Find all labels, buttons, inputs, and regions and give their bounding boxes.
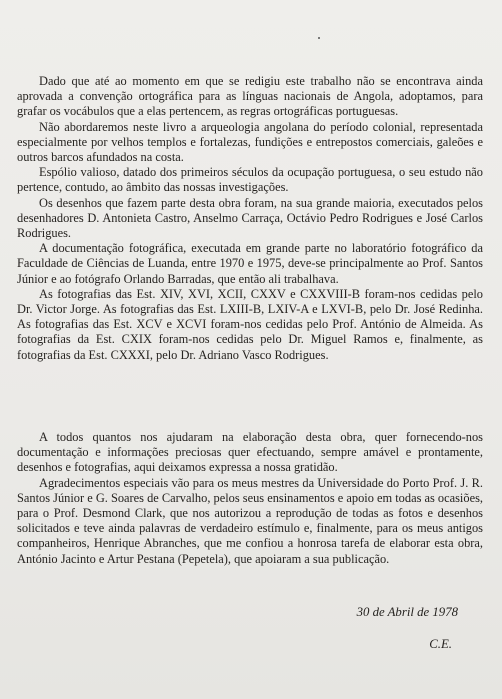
page-speck <box>318 37 320 39</box>
paragraph: Dado que até ao momento em que se redigiu este trabalho não se encontrava ainda aprovada a convenção ortográfica para as línguas nacionais de Angola, adoptamos, para grafar os vocábulos que a elas pertencem, as regras ortográficas portuguesas. <box>17 74 483 119</box>
paragraph: Espólio valioso, datado dos primeiros séculos da ocupação portuguesa, o seu estudo não pertence, contudo, ao âmbito das nossas investigações. <box>17 165 483 195</box>
author-initials: C.E. <box>429 637 452 651</box>
paragraph: Agradecimentos especiais vão para os meus mestres da Universidade do Porto Prof. J. R. Santos Júnior e G. Soares de Carvalho, pelos seus ensinamentos e apoio em todas as ocasiões, para o Prof. Desmond Clark, que nos autorizou a reprodução de todas as fotos e desenhos solicitados e teve ainda palavras de verdadeiro estímulo e, finalmente, para os meus antigos companheiros, Henrique Abranches, que me confiou a honrosa tarefa de elaborar esta obra, António Jacinto e Artur Pestana (Pepetela), que apoiaram a sua publicação. <box>17 475 483 566</box>
paragraph: A documentação fotográfica, executada em grande parte no laboratório fotográfico da Faculdade de Ciências de Luanda, entre 1970 e 1975, deve-se principalmente ao Prof. Santos Júnior e ao fotógrafo Orlando Barradas, que então ali trabalhava. <box>17 241 483 286</box>
paragraph: As fotografias das Est. XIV, XVI, XCII, CXXV e CXXVIII-B foram-nos cedidas pelo Dr. Victor Jorge. As fotografias das Est. LXIII-B, LXIV-A e LXVI-B, pelo Dr. José Redinha. As fotografias das Est. XCV e XCVI foram-nos cedidas pelo Prof. António de Almeida. As fotografias da Est. CXIX foram-nos cedidas pelo Dr. Miguel Ramos e, finalmente, as fotografias da Est. CXXXI, pelo Dr. Adriano Vasco Rodrigues. <box>17 286 483 362</box>
text-block-notes <box>17 74 483 363</box>
paragraph: A todos quantos nos ajudaram na elaboração desta obra, quer fornecendo-nos documentação e informações preciosas quer efectuando, sempre amável e prontamente, desenhos e fotografias, aqui deixamos expressa a nossa gratidão. <box>17 430 483 475</box>
paragraph: Não abordaremos neste livro a arqueologia angolana do período colonial, representada especialmente por velhos templos e fortalezas, fundições e entrepostos comerciais, galeões e outros barcos afundados na costa. <box>17 119 483 165</box>
text-block-acknowledgements <box>17 430 483 567</box>
paragraph: Os desenhos que fazem parte desta obra foram, na sua grande maioria, executados pelos desenhadores D. Antonieta Castro, Anselmo Carraça, Octávio Pedro Rodrigues e José Carlos Rodrigues. <box>17 195 483 241</box>
signature-date: 30 de Abril de 1978 <box>356 605 458 619</box>
